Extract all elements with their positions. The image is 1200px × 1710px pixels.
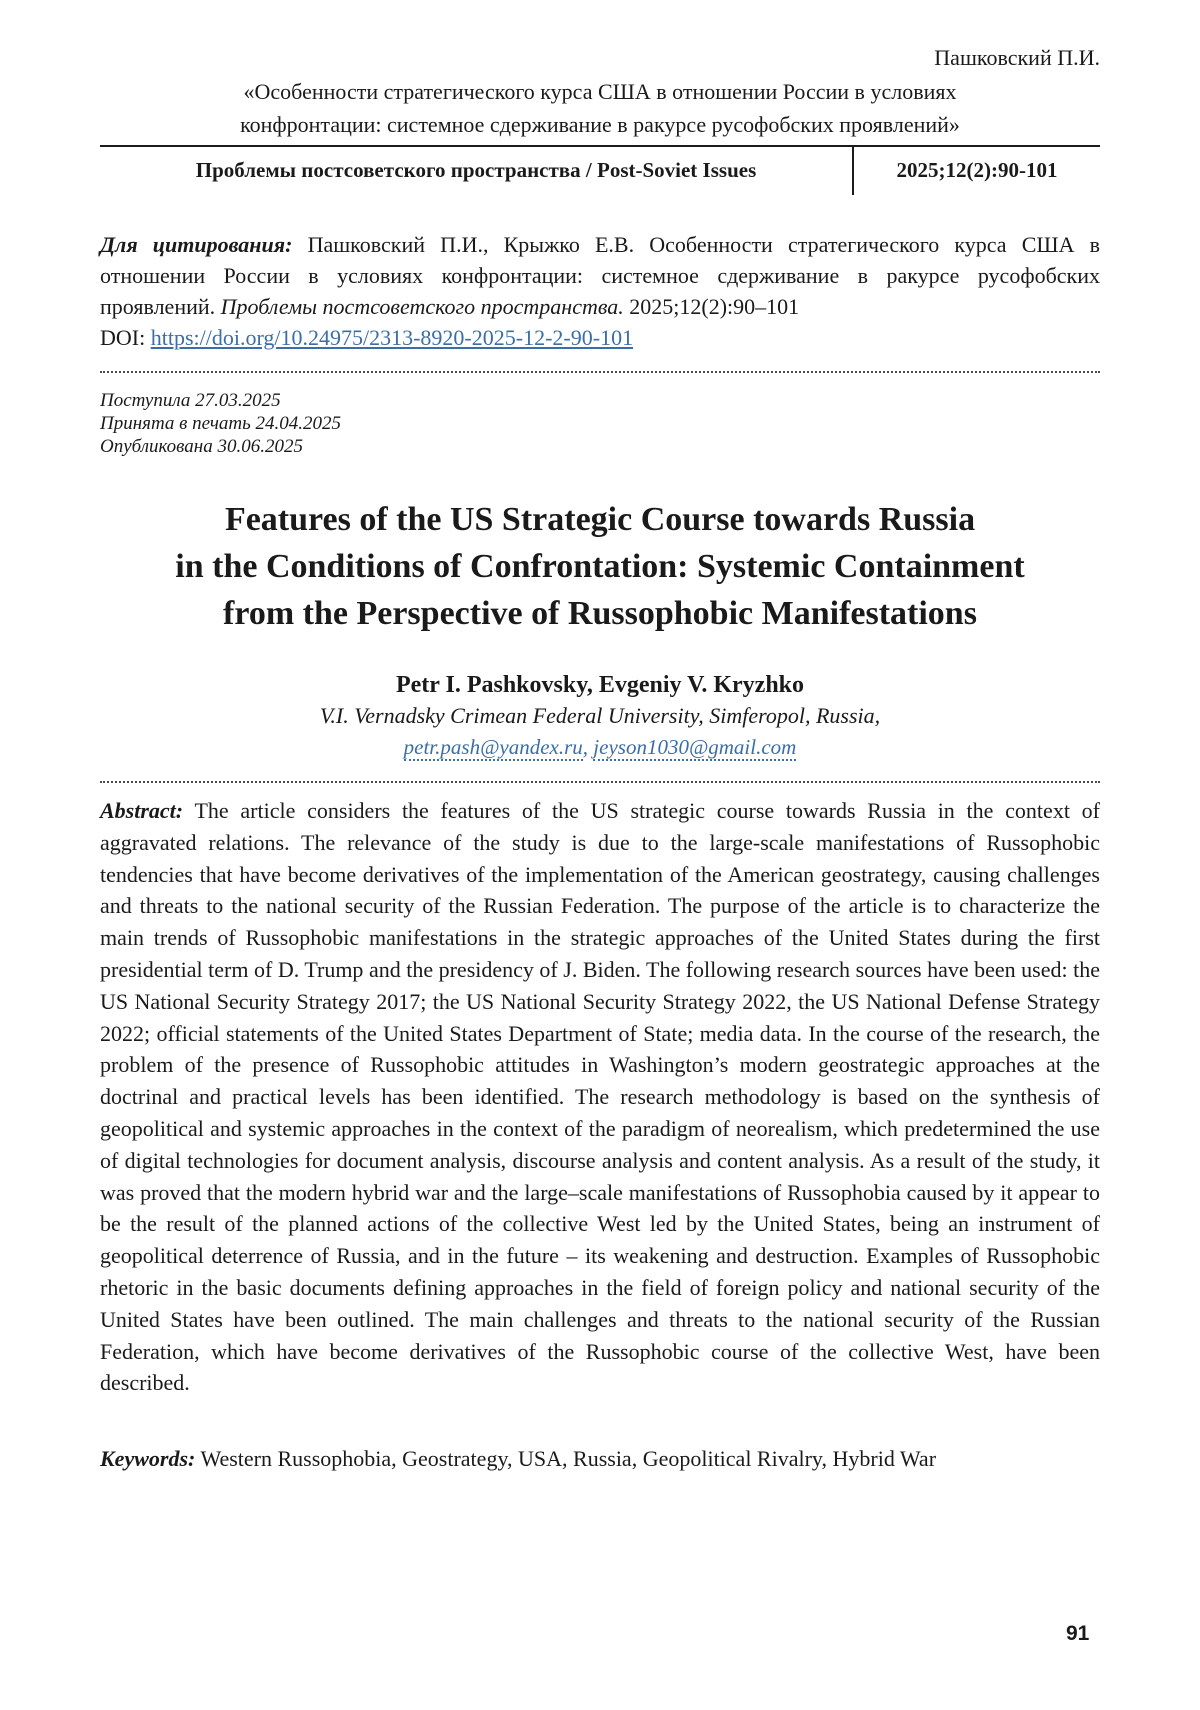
citation-text: Пашковский П.И., Крыжко Е.В. Особенности стратегического курса США в отношении России в условиях конфронтации: системное сдерживание в ракурсе русофобских проявлений. [100,232,1100,319]
abstract-text: The article considers the features of the US strategic course towards Russia in the context of aggravated relations. The relevance of the study is due to the large-scale manifestations of Russophobic tendencies that have become derivatives of the implementation of the American geostrategy, causing challenges and threats to the national security of the Russian Federation. The purpose of the article is to characterize the main trends of Russophobic manifestations in the strategic approaches of the United States during the first presidential term of D. Trump and the presidency of J. Biden. The following research sources have been used: the US National Security Strategy 2017; the US National Security Strategy 2022, the US National Defense Strategy 2022; official statements of the United States Department of State; media data. In the course of the research, the problem of the presence of Russophobic attitudes in Washington’s modern geostrategic approaches at the doctrinal and practical levels has been identified. The research methodology is based on the synthesis of geopolitical and systemic approaches in the context of the paradigm of neorealism, which predetermined the use of digital technologies for document analysis, discourse analysis and content analysis. As a result of the study, it was proved that the modern hybrid war and the large–scale manifestations of Russophobia caused by it appear to be the result of the planned actions of the collective West led by the United States, being an instrument of geopolitical deterrence of Russia, and in the future – its weakening and destruction. Examples of Russophobic rhetoric in the basic documents defining approaches in the field of foreign policy and national security of the United States have been outlined. The main challenges and threats to the national security of the Russian Federation, which have become derivatives of the Russophobic course of the collective West, have been described. [100,798,1100,1396]
citation-issue-ref: 2025;12(2):90–101 [629,294,800,319]
author-emails [100,733,1100,761]
article-title-line-1: Features of the US Strategic Course towards Russia [224,501,976,538]
article-authors: Petr I. Pashkovsky, Evgeniy V. Kryzhko [395,672,805,698]
date-published: Опубликована 30.06.2025 [100,436,303,457]
journal-issue-ref: 2025;12(2):90-101 [896,158,1058,182]
abstract-label: Abstract: [100,798,184,823]
running-head-author: Пашковский П.И. [934,45,1100,70]
citation-journal-name: Проблемы постсоветского пространства. [220,294,624,319]
article-dates [100,389,1100,458]
running-head-title [100,75,1100,141]
doi-link[interactable]: https://doi.org/10.24975/2313-8920-2025-12-2-90-101 [150,325,634,350]
article-title-line-2: in the Conditions of Confrontation: Systemic Containment [175,548,1025,585]
citation-block [100,229,1100,353]
keywords-text: Western Russophobia, Geostrategy, USA, Russia, Geopolitical Rivalry, Hybrid War [200,1446,937,1472]
dotted-divider-top [100,371,1100,373]
article-title-line-3: from the Perspective of Russophobic Manifestations [223,595,977,632]
abstract-block [100,795,1100,1399]
email-separator: , [582,735,594,759]
doi-line [100,322,1100,353]
page-number: 91 [1066,1622,1090,1645]
dotted-divider-bottom [100,781,1100,783]
doi-label: DOI: [100,325,146,350]
article-affiliation: V.I. Vernadsky Crimean Federal University, Simferopol, Russia, [319,703,881,728]
email-link-2[interactable]: jeyson1030@gmail.com [593,735,797,759]
running-head-title-line-2: конфронтации: системное сдерживание в ракурсе русофобских проявлений» [240,112,960,137]
journal-title: Проблемы постсоветского пространства / Post-Soviet Issues [100,147,854,195]
keywords-label: Keywords: [100,1446,196,1472]
email-link-1[interactable]: petr.pash@yandex.ru [403,735,583,759]
page-content [100,0,1100,1474]
running-head-title-line-1: «Особенности стратегического курса США в отношении России в условиях [243,79,957,104]
citation-label: Для цитирования: [100,232,293,257]
article-title [100,496,1100,637]
date-accepted: Принята в печать 24.04.2025 [100,413,342,434]
date-received: Поступила 27.03.2025 [100,390,281,411]
journal-header-bar [100,145,1100,195]
keywords-block [100,1443,1100,1474]
